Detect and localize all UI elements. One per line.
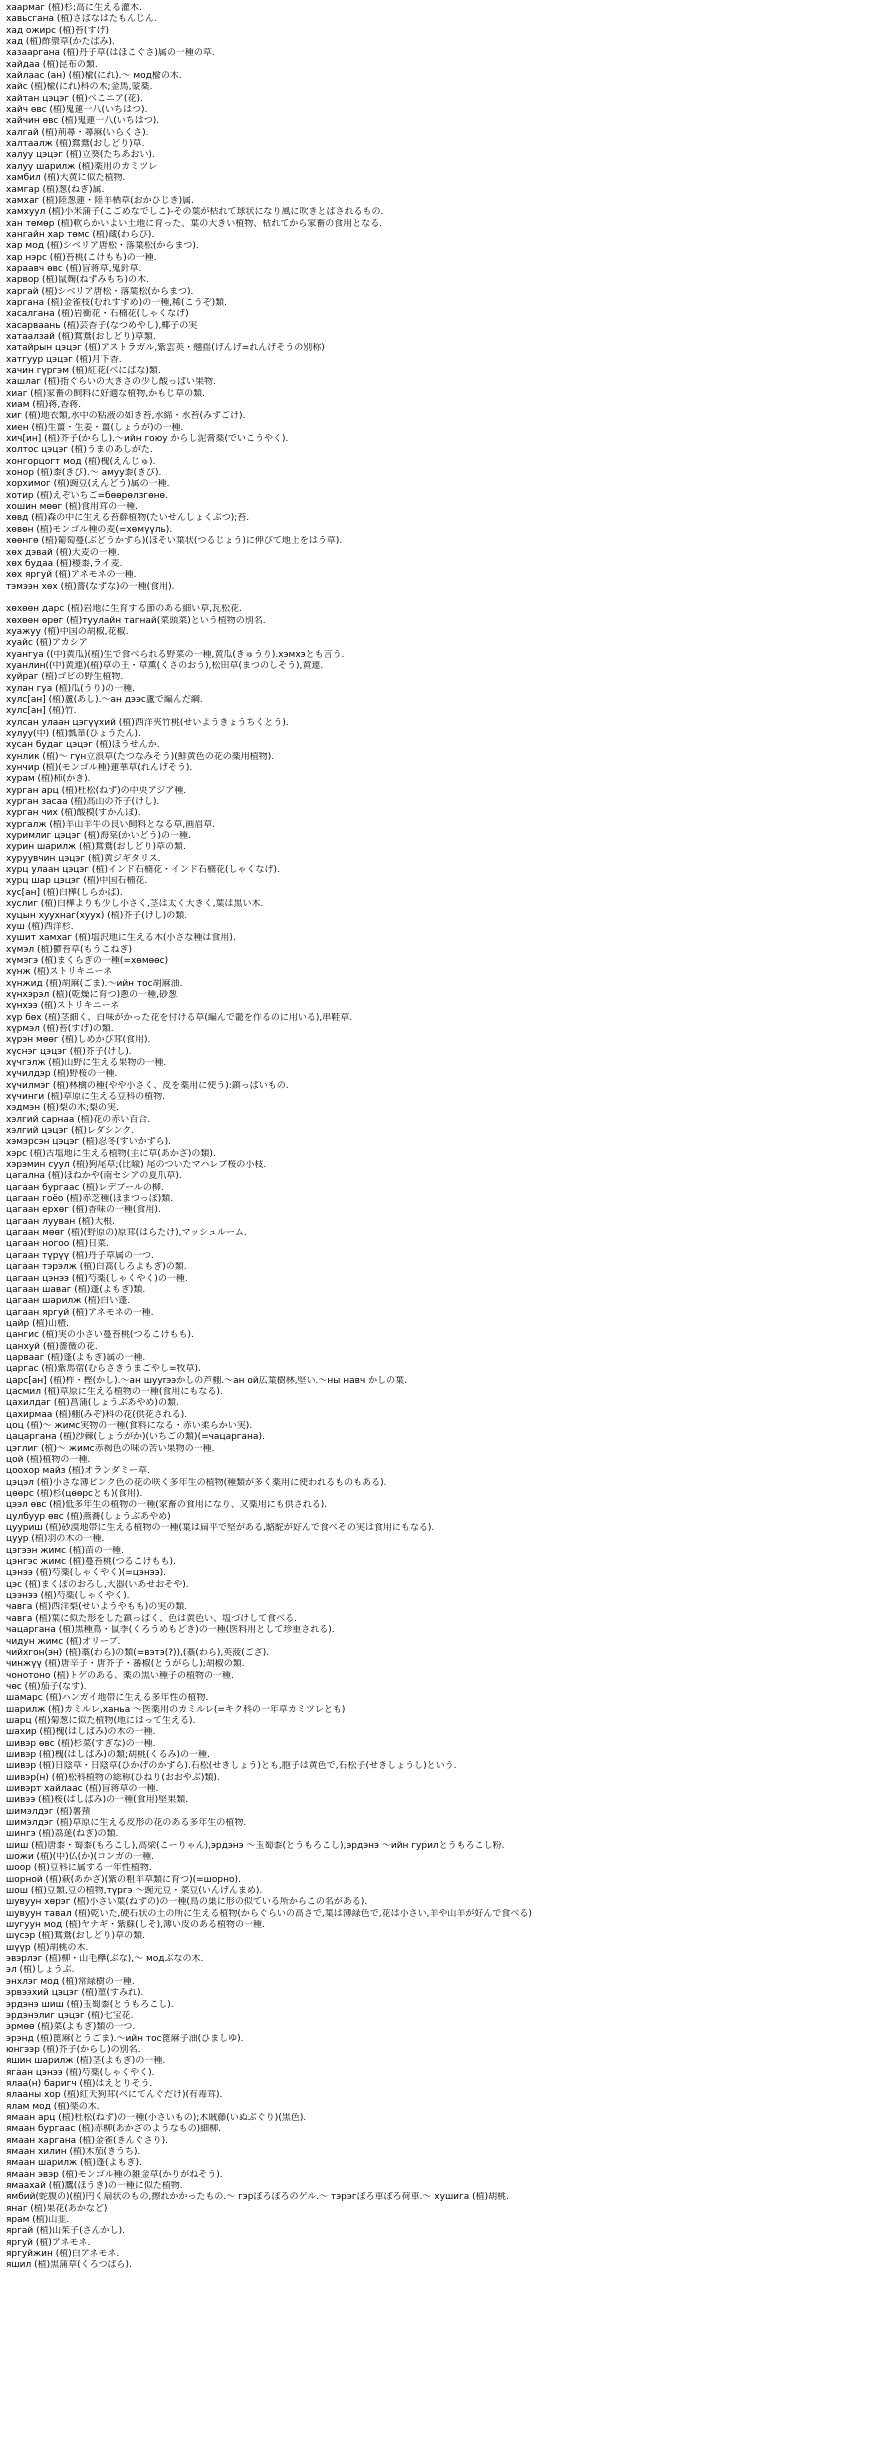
dictionary-entry: ягаан цэнээ (植)芍薬(しゃくやく). [6, 2067, 155, 2078]
dictionary-entry: цагаан тэрэлж (植)白蒿(しろよもぎ)の類. [6, 1262, 187, 1273]
dictionary-entry: хунчир (植)(モンゴル種)蓮華草(れんげそう). [6, 763, 193, 774]
dictionary-entry: шарилж (植)カミルレ,ханьа ～医薬用のカミルレ(=キク科の一年草カミツレとも) [6, 1704, 346, 1715]
dictionary-entry: хачин гүргэм (植)紅花(べにばな)類. [6, 366, 161, 376]
dictionary-entry: эл (植)しょうぶ. [6, 1965, 75, 1976]
dictionary-entry: яргуйжин (植)白アネモネ. [6, 2249, 120, 2260]
dictionary-entry: хүрэн мөөг (植)しめかび茸(食用). [6, 1035, 151, 1046]
dictionary-entry: хунлик (植)～ гүн立浪草(たつなみそう)(鮮黄色の花の薬用植物). [6, 751, 275, 762]
dictionary-entry: цанхуй (植)薔薇の花. [6, 1341, 98, 1352]
dictionary-entry: цэглиг (植)～ жимс赤褐色の味の苦い果物の一種. [6, 1443, 215, 1454]
dictionary-entry: хөх дэвай (植)大麦の一種. [6, 547, 120, 558]
dictionary-entry: хамхаг (植)陸葱蓮・陸羊栖草(おかひじき)属. [6, 195, 194, 206]
dictionary-entry: харвор (植)鼠麹(ねずみもち)の木. [6, 275, 149, 286]
dictionary-entry: хангайн хар төмс (植)蔵(わらび). [6, 229, 155, 240]
dictionary-entry: хуруувчин цэцэг (植)黄ジギタリス. [6, 853, 161, 864]
dictionary-entry: шоор (植)豆科に属する一年性植物. [6, 1863, 152, 1874]
dictionary-entry: хүрмэл (植)苔(すげ)の類. [6, 1023, 114, 1034]
dictionary-entry: хэрэмин суул (植)狗尾草;(比喩) 尾のついたマハレブ桜の小枝. [6, 1160, 267, 1171]
dictionary-entry: эрдэнэ шиш (植)玉蜀黍(とうもろこし). [6, 1999, 174, 2010]
dictionary-entry: ярам (植)山韭. [6, 2215, 70, 2226]
dictionary-entry: цулбуур өвс (植)燕蕎(しょうぶあやめ) [6, 1511, 171, 1522]
dictionary-entry: шингэ (植)茘蒾(ねぎ)の類. [6, 1829, 119, 1840]
dictionary-entry: хиам (植)蒋,香蒋. [6, 400, 82, 411]
dictionary-entry: ямаан харгана (植)金雀(きんぐさり). [6, 2135, 168, 2146]
dictionary-entry: цөөрс (植)杉(цөөрсとも)(食用). [6, 1489, 143, 1500]
dictionary-entry: хад ожирс (植)苔(すげ) [6, 25, 109, 36]
dictionary-entry: ялааны хор (植)紅天狗茸(べにてんぐだけ)(有毒茸). [6, 2090, 223, 2101]
dictionary-entry: хазаарганa (植)丹子草(はほこぐさ)属の一種の草. [6, 48, 215, 59]
dictionary-entry: хайдаа (植)昆布の類. [6, 59, 98, 70]
dictionary-entry: ямаахай (植)鷹(ほうき)の一種に似た植物. [6, 2181, 183, 2191]
dictionary-entry: яшил (植)黒蒲草(くろつばら). [6, 2260, 132, 2271]
dictionary-entry: чөс (植)茄子(なす). [6, 1681, 87, 1692]
dictionary-entry: хэлгий цэцэг (植)レダシンク. [6, 1126, 135, 1137]
dictionary-entry: цасмил (植)草原に生える植物の一種(食用にもなる). [6, 1386, 223, 1397]
dictionary-entry: хасарваань (植)芸香子(なつめやし),椰子の実 [6, 320, 198, 331]
dictionary-entry: ямаан бургаас (植)赤柳(あかざのようなもの)細柳. [6, 2124, 222, 2135]
dictionary-entry: яргай (植)山茱子(さんかし). [6, 2226, 125, 2237]
dictionary-entry: хүчилдэр (植)野桜の一種. [6, 1069, 118, 1080]
dictionary-entry: цээл өвс (植)低多年生の植物の一種(家畜の食用になり、又薬用にも供される). [6, 1500, 328, 1511]
dictionary-entry: хиаг (植)家畜の飼料に好適な植物,かもじ草の類. [6, 388, 206, 399]
dictionary-entry: яргуй (植)アネモネ. [6, 2237, 91, 2248]
dictionary-entry: хамбил (植)大黄に似た植物. [6, 173, 126, 184]
dictionary-entry: цагаан бургаас (植)レデブールの柳. [6, 1182, 164, 1193]
dictionary-entry: хүнжид (植)胡麻(ごま).～ийн тос胡麻油. [6, 978, 183, 989]
dictionary-entry: хуцын хуухнаг(хуух) (植)芥子(けし)の類. [6, 910, 188, 921]
dictionary-entry: цэнээ (植)芍薬(しゃくやく)(=цэнээ). [6, 1568, 166, 1579]
dictionary-entry: цой (植)植物の一種. [6, 1455, 91, 1465]
dictionary-entry: хус[ан] (植)白樺(しらかば). [6, 887, 123, 898]
dictionary-entry: царвааг (植)蓬(よもぎ)属の一種. [6, 1352, 146, 1363]
dictionary-entry: хүснэг цэцэг (植)芥子(けし). [6, 1046, 132, 1057]
dictionary-entry: хонор (植)黍(きび).～ амуу黍(きび). [6, 468, 162, 479]
dictionary-entry: шорной (植)萩(あかざ)(紫の粗羊草類に育つ)(=шорно). [6, 1874, 241, 1885]
dictionary-entry: эрдэнэлиг цэцэг (植)七宝花. [6, 2010, 134, 2021]
dictionary-entry: цагаан яргуй (植)アネモネの一種. [6, 1307, 154, 1318]
dictionary-entry: хулс[ан] (植)蘆(あし).～ан дээс蘆で編んだ綱. [6, 694, 203, 705]
dictionary-entry: шамарс (植)ハンガイ地帯に生える多年性の植物. [6, 1693, 209, 1704]
dictionary-entry: цагаан гоёо (植)赤芝種(ほまつっぽ)類. [6, 1194, 174, 1205]
dictionary-entry: хуслиг (植)白樺よりも少し小さく,茎は太く大きく,葉は黒い木. [6, 899, 264, 910]
dictionary-entry: шувуун тавал (植)乾いた,硬石状の土の所に生える植物(からぐらいの高さで,葉は薄緑色で,花は小さい,羊や山羊が好んで食べる) [6, 1908, 532, 1919]
dictionary-entry: хулуу(中) (植)瓢箪(ひょうたん). [6, 729, 141, 739]
dictionary-entry: хурин шарилж (植)鴛鴦(おしどり)草の類. [6, 842, 186, 853]
dictionary-entry: хушит хамхаг (植)塩沢地に生える木(小さな種は食用). [6, 933, 236, 944]
dictionary-entry: шимэлдэг (植)薯蕷 [6, 1806, 91, 1817]
dictionary-entry: хатаалзай (植)鴛鴦(おしどり)草類. [6, 331, 156, 342]
dictionary-entry: юнгээр (植)芥子(からし)の別名. [6, 2044, 141, 2055]
dictionary-entry: хургалж (植)羊山羊牛の良い飼料となる草,画眉草. [6, 819, 216, 830]
dictionary-entry: чавга (植)葉に似た形をした鎮っぱく、色は黄色い、塩づけして食べる. [6, 1613, 297, 1624]
dictionary-entry: хонгорцогт мод (植)槐(えんじゅ). [6, 456, 156, 467]
dictionary-entry: хэдмэн (植)梨の木;梨の実. [6, 1103, 119, 1114]
dictionary-entry: хорхимог (植)豌豆(えんどう)属の一種. [6, 479, 170, 490]
dictionary-entry: хуримлиг цэцэг (植)海棠(かいどう)の一種. [6, 831, 191, 842]
dictionary-entry: царгас (植)紫馬蓿(むらさきうまごやし=牧草). [6, 1364, 201, 1375]
dictionary-entry: цэцэл (植)小さな薄ピンク色の花の咲く多年生の植物(種類が多く薬用に使われるものもある). [6, 1477, 387, 1488]
dictionary-entry: цахилдаг (植)菖蒲(しょうぶあやめ)の類. [6, 1398, 179, 1409]
dictionary-entry: хуангуа ((中)黄瓜)(植)生で食べられる野菜の一種,黄瓜(きゅうり).хэмхэとも言う. [6, 649, 345, 660]
dictionary-entry: хайтан цэцэг (植)べこニア(花). [6, 93, 143, 104]
dictionary-entry: шожи (植)(中)仏(か)(コンガの一種. [6, 1852, 154, 1863]
dictionary-entry: эрмөө (植)菜(よもぎ)類の一つ. [6, 2022, 136, 2033]
dictionary-entry: цайр (植)山楂. [6, 1318, 69, 1329]
dictionary-entry: чацаргана (植)黒種蔦・鼠季(くろうめもどき)の一種(医料用として珍重される). [6, 1625, 335, 1636]
dictionary-entry: хурам (植)柿(かき). [6, 774, 91, 785]
dictionary-entry: цацаргана (植)沙棘(しょうがか)(いちごの類)(=чацаргана). [6, 1432, 265, 1443]
dictionary-entry: хурган чих (植)酸模(すかんぼ). [6, 808, 141, 819]
dictionary-entry: хүмэгэ (植)まくらぎの一種(=хөмөөс) [6, 955, 169, 966]
dictionary-entry: ямаан хилин (植)木茄(きうち). [6, 2146, 141, 2157]
dictionary-page [6, 3, 872, 2272]
dictionary-entry: эрвээхий цэцэг (植)菫(すみれ). [6, 1988, 144, 1999]
dictionary-entry: хар мод (植)シベリア唐松・落葉松(からまつ). [6, 241, 199, 252]
dictionary-entry: шивэрт хайлаас (植)盲蒋草の一種. [6, 1783, 159, 1794]
dictionary-entry: янаг (植)果花(あかなど) [6, 2203, 108, 2214]
dictionary-entry: шивэр(н) (植)松科植物の総称(ひねり(おおやぶ)類). [6, 1772, 220, 1783]
dictionary-entry: хулсан улаан цэгүүхий (植)西洋夾竹桃(せいようきょうちくとう). [6, 717, 289, 728]
dictionary-entry: чавга (植)西洋梨(せいようやもも)の実の類. [6, 1602, 188, 1613]
dictionary-entry: хар нэрс (植)苔桃(こけもも)の一種. [6, 252, 157, 263]
dictionary-entry: цуур (植)羽の木の一種. [6, 1534, 105, 1545]
dictionary-entry: хөвөн (植)モンゴル種の麦(=хөмүүль). [6, 524, 173, 535]
dictionary-entry: хиг (植)地衣類,水中の粘液の如き苔,水綿・水苔(みずごけ). [6, 411, 246, 422]
dictionary-entry: хүмэл (植)鬱苔草(もうこねぎ) [6, 944, 133, 955]
dictionary-entry: цэгээн жимс (植)苗の一種. [6, 1545, 124, 1556]
dictionary-entry: хайч өвс (植)鬼蓮一八(いちはつ). [6, 105, 148, 116]
dictionary-entry: хүнхээ (植)ストリキニーネ [6, 1001, 120, 1012]
dictionary-entry: хүчилмэг (植)林檎の種(やや小さく、皮を薬用に使う):鎮っぱいもの. [6, 1080, 289, 1091]
dictionary-entry: ялаа(н) баригч (植)はえとりそう. [6, 2078, 153, 2089]
dictionary-entry: ямаан эвэр (植)モンゴル種の雑金草(かりがねそう). [6, 2169, 223, 2180]
dictionary-entry: хэлгий сарнаа (植)花の赤い百合. [6, 1114, 151, 1125]
dictionary-entry: шивэр (植)槐(はしばみ)の類;胡桃(くるみ)の一種. [6, 1749, 210, 1760]
dictionary-entry: хөхөөн өрөг (植)туулайн тагнай(菜頭菜)という植物の別名. [6, 615, 266, 626]
dictionary-entry: хад (植)酢漿草(かたばみ). [6, 37, 115, 48]
dictionary-entry: шош (植)豆類,豆の植物,түргэ ～豌元豆・菜豆(いんげんまめ). [6, 1886, 263, 1897]
dictionary-entry: ямаан арц (植)杜松(ねず)の一種(小さいもの);木賊藤(いぬぶぐり)(黒色). [6, 2112, 307, 2123]
dictionary-entry: шивээ (植)桜(はしばみ)の一種(食用)堅果類. [6, 1795, 189, 1806]
dictionary-entry: хэмэрсэн цэцэг (植)忍冬(すいかずら). [6, 1137, 171, 1148]
dictionary-entry: харгана (植)金雀枝(むれすずめ)の一種,稀(こうぞ)類. [6, 297, 227, 308]
dictionary-entry: хан төмөр (植)軟らかいよい土地に育った、葉の大きい植物、枯れてから家畜の食用となる. [6, 218, 383, 229]
dictionary-entry: хаармаг (植)杉;高に生える灌木. [6, 3, 142, 13]
dictionary-entry: чидун жимс (植)オリーブ. [6, 1636, 121, 1647]
dictionary-entry: ямбий(蛇腹の)(植)円く扇状のもの,擦れかかったもの.～ гэрぼろぼろのゲル.～ тэрэгぼろ車ぼろ荷車.～ хушига (植)胡桃. [6, 2192, 510, 2203]
dictionary-entry: хамгар (植)葱(ねぎ)属. [6, 184, 105, 195]
dictionary-entry: шивэр (植)日陰草・日陰草(ひかげのかずら).石松(せきしょう)とも,胞子は黄色で,石松子(せきしょうし)という. [6, 1761, 457, 1772]
dictionary-entry: хулан гуа (植)瓜(うり)の一種. [6, 683, 136, 694]
dictionary-entry: цоц (植)～ жимс実物の一種(食料になる・赤い柔らかい実). [6, 1420, 253, 1431]
dictionary-entry: цууриш (植)砂漠地帯に生える植物の一種(葉は扁平で堅がある,駱駝が好んで食べその実は食用にもなる). [6, 1523, 435, 1534]
dictionary-entry: шарц (植)菊葱に似た植物(地にはって生える). [6, 1715, 196, 1726]
dictionary-entry: халгай (植)荊蕁・蕁麻(いらくさ). [6, 127, 149, 138]
dictionary-entry: хатгуур цэцэг (植)月下香. [6, 354, 122, 365]
dictionary-entry: шимэлдэг (植)草原に生える皮形の花のある多年生の植物. [6, 1818, 247, 1828]
dictionary-entry: тэмээн хөх (植)薔(なずな)の一種(食用). [6, 581, 175, 592]
dictionary-entry: чинжүү (植)唐辛子・唐芥子・蕃椒(とうがらし);胡椒の類. [6, 1659, 245, 1670]
dictionary-entry: цэнгэс жимс (植)蔓苔桃(つるこけもも). [6, 1557, 176, 1568]
dictionary-entry: цэс (植)まくぽのおろし,大器(いあせおそや). [6, 1579, 189, 1590]
dictionary-entry [6, 593, 872, 604]
dictionary-entry: хайлаас (ан) (植)楡(にれ).～ мод楡の木. [6, 71, 182, 82]
dictionary-entry: хөхөөн дарс (植)岩地に生育する節のある細い草,瓦松花. [6, 604, 242, 615]
dictionary-entry: хуажуу (植)中国の胡椒,花椒. [6, 626, 129, 637]
dictionary-entry: хэрс (植)古塩地に生える植物(主に草(あかざ)の類). [6, 1148, 216, 1159]
dictionary-entry: цагаан ерхөг (植)香味の一種(食用). [6, 1205, 161, 1216]
dictionary-entry: шугуун мод (植)ヤナギ・紫蘇(しそ),薄い皮のある植物の一種. [6, 1920, 265, 1931]
dictionary-entry: шүсэр (植)鴛鴦(おしどり)草の類. [6, 1931, 145, 1942]
dictionary-entry: хүнхэрэл (植)(乾燥に育つ)蔥の一種,砂葱 [6, 989, 177, 1000]
dictionary-entry: хасалгана (植)岩衝花・石楠花(しゃくなげ) [6, 309, 189, 320]
dictionary-entry: хошин мөөг (植)食用茸の一種. [6, 502, 138, 513]
dictionary-entry: хуш (植)西洋杉. [6, 921, 74, 932]
dictionary-entry: хусан будаг цэцэг (植)ほうせんか. [6, 740, 160, 751]
dictionary-entry: чийхгон(эн) (植)藁(わら)の類(=вэтэ(?)),(藁(わら),英菠(ござ). [6, 1647, 270, 1658]
dictionary-entry: шахир (植)槐(はしばみ)の木の一種. [6, 1727, 156, 1738]
dictionary-entry: хүчгэлж (植)山野に生える果物の一種. [6, 1057, 167, 1068]
dictionary-entry: ямаан шарилж (植)蓬(よもぎ). [6, 2158, 142, 2169]
dictionary-entry: хурц улаан цэцэг (植)インド石楠花・インド石楠花(しゃくなげ). [6, 865, 280, 876]
dictionary-entry: цагаан шарилж (植)白い蓬. [6, 1296, 131, 1307]
dictionary-entry: яшин шарилж (植)茎(よもぎ)の一種. [6, 2056, 166, 2067]
dictionary-entry: хайчин өвс (植)鬼蓮一八(いちはつ). [6, 116, 160, 127]
dictionary-entry: хөөнгө (植)葡萄蔓(ぶどうかずら)(ほそい葉状(つるじょう)に伸びて地上をはう草). [6, 536, 343, 547]
dictionary-entry: хуайс (植)アカシア [6, 638, 88, 649]
dictionary-entry: хотир (植)えぞいちご=бөөрөлзгөнө. [6, 490, 168, 501]
dictionary-entry: ялам мод (植)楽の木. [6, 2101, 100, 2112]
dictionary-entry: хавьсгана (植)さばなはたもんじん. [6, 14, 157, 25]
dictionary-entry: халуу цэцэг (植)立葵(たちあおい). [6, 150, 155, 161]
dictionary-entry: цахирмаа (植)棚(みぞ)科の花(供花される). [6, 1409, 188, 1420]
dictionary-entry: цангис (植)実の小さい蔓苔桃(つるこけもも). [6, 1330, 194, 1341]
dictionary-entry: царс[ан] (植)柞・樫(かし).～ан шууrээかしの芦棚.～ан ой広葉樹林,堅い.～ны навч かしの葉. [6, 1375, 408, 1386]
dictionary-entry: хуанлин((中)黄連)(植)草の王・草薫(くさのおう),松田草(まつのしそう),黄連. [6, 660, 324, 671]
dictionary-entry: хамхуул (植)小米蒲子(こごめなでしこ)-その葉が枯れて球状になり風に吹きとばされるもの. [6, 207, 384, 218]
dictionary-entry: цагална (植)ほねかや(南セシアの夏爪草). [6, 1171, 182, 1182]
dictionary-entry: эрэнд (植)蓖麻(とうごま).～ийн тос蓖麻子油(ひましゆ). [6, 2033, 244, 2044]
dictionary-entry: шувуун хөрэг (植)小さい葉(ねずの)の一種(鳥の巣に形の似ている所からこの名がある). [6, 1897, 368, 1908]
dictionary-entry: хурган арц (植)杜松(ねず)の中央アジア種. [6, 785, 187, 796]
dictionary-entry: хөх будаа (植)稷黍,ライ麦. [6, 558, 123, 569]
dictionary-entry: цагаан лууван (植)大根. [6, 1216, 115, 1227]
dictionary-entry: хурц шар цэцэг (植)中国石楠花. [6, 876, 148, 887]
dictionary-entry: хүр бөх (植)茎細く、白味がかった花を付ける草(編んで籠を作るのに用いる),串鞋草. [6, 1012, 353, 1023]
dictionary-entry: хараавч өвс (植)盲蒋草,鬼針草. [6, 263, 142, 274]
dictionary-entry: хашлаг (植)指ぐらいの大きさの少し酸っぱい果物. [6, 377, 216, 388]
dictionary-entry: хатайрын цэцэг (植)アストラガル,紫雲英・翹揺(げんげ=れんげそうの別称) [6, 343, 325, 354]
dictionary-entry: чонотоно (植)トゲのある、薬の黒い種子の植物の一種. [6, 1670, 234, 1681]
dictionary-entry: хүнж (植)ストリキニーネ [6, 967, 113, 978]
dictionary-entry: шивэр өвс (植)杉菜(すぎな)の一種. [6, 1738, 156, 1749]
dictionary-entry: хөвд (植)森の中に生える苔蘚植物(たいせんしょくぶつ);苔. [6, 513, 250, 524]
dictionary-entry: шиш (植)唐黍・蜀黍(もろこし),高梁(こーりゃん),эрдэнэ ～玉蜀黍(とうもろこし),эрдэнэ ～ийн гурилとうもろこし粉. [6, 1840, 505, 1851]
dictionary-entry: цоохор майз (植)オランダミー草. [6, 1466, 150, 1477]
dictionary-entry: эвэрлэг (植)柳・山毛欅(ぶな),～ модぶなの木. [6, 1954, 204, 1965]
dictionary-entry: хайс (植)楡(にれ)科の木;金馬,蒙薬. [6, 82, 153, 93]
dictionary-entry: цагаан түрүү (植)丹子草属の一つ. [6, 1250, 154, 1261]
dictionary-entry: шүүр (植)胡桃の木. [6, 1942, 89, 1953]
dictionary-entry: хүчинги (植)草原に生える豆科の植物. [6, 1092, 166, 1102]
dictionary-entry: цагаан мөөг (植)(野原の)原茸(はらたけ),マッシュルーム. [6, 1228, 247, 1239]
dictionary-entry: хурган засаа (植)高山の芥子(けし). [6, 797, 160, 808]
dictionary-entry: хулс[ан] (植)竹. [6, 706, 77, 717]
dictionary-entry: хич[ин] (植)芥子(からし).～ийн гоюу からし泥膏薬(でいこうやく). [6, 434, 289, 445]
dictionary-entry: холтос цэцэг (植)うまのあしがた. [6, 445, 153, 456]
dictionary-entry: хиен (植)生薑・生姜・薑(しょうが)の一種. [6, 422, 184, 433]
dictionary-entry: хөх яргуй (植)アネモネの一種. [6, 570, 137, 581]
dictionary-entry: халтаалж (植)鴛鴦(おしどり)草. [6, 139, 145, 150]
dictionary-entry: харгай (植)シベリア唐松・落葉松(からまつ). [6, 286, 194, 297]
dictionary-entry: цагаан цэнээ (植)芍薬(しゃくやく)の一種. [6, 1273, 188, 1284]
dictionary-entry: цагаан ногоо (植)日菜. [6, 1239, 110, 1250]
dictionary-entry: хуйраг (植)ゴビの野生植物. [6, 672, 124, 683]
dictionary-entry: цээнээ (植)芍薬(しゃくやく). [6, 1591, 130, 1602]
dictionary-entry: энхлэг мод (植)常緑樹の一種. [6, 1976, 135, 1987]
dictionary-entry: халуу шарилж (植)薬用のカミツレ [6, 161, 158, 172]
dictionary-entry: цагаан шаваг (植)蓬(よもぎ)類. [6, 1284, 146, 1295]
